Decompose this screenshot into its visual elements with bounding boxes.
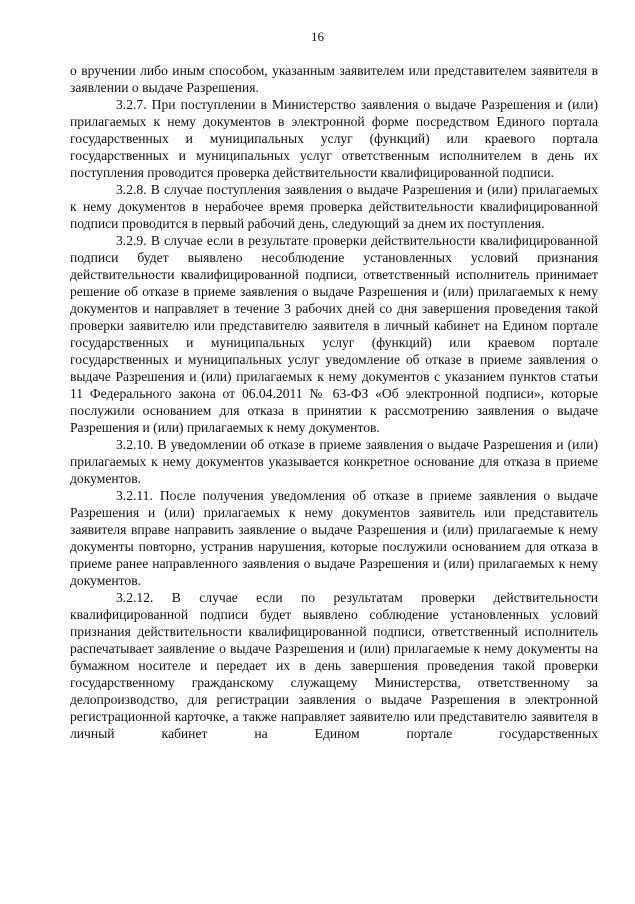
paragraph-3-2-9: 3.2.9. В случае если в результате проверки действительности квалифицированной подписи будет выявлено несоблюдение установленных условий признания действительности квалифицированной подписи, ответственный исполнитель принимает решение об отказе в приеме заявления о выдаче Разрешения и (или) прилагаемых к нему документов и направляет в течение 3 рабочих дней со дня завершения проведения такой проверки заявителю или представителю заявителя в личный кабинет на Едином портале государственных и муниципальных услуг (функций) или краевом портале государственных и муниципальных услуг уведомление об отказе в приеме заявления о выдаче Разрешения и (или) прилагаемых к нему документов с указанием пунктов статьи 11 Федерального закона от 06.04.2011 № 63-ФЗ «Об электронной подписи», которые послужили основанием для отказа в принятии к рассмотрению заявления о выдаче Разрешения и (или) прилагаемых к нему документов. [70, 233, 598, 435]
paragraph-3-2-11: 3.2.11. После получения уведомления об отказе в приеме заявления о выдаче Разрешения и (или) прилагаемых к нему документов заявитель или представитель заявителя вправе направить заявление о выдаче Разрешения и (или) прилагаемые к нему документы повторно, устранив нарушения, которые послужили основанием для отказа в приеме ранее направленного заявления о выдаче Разрешения и (или) прилагаемых к нему документов. [70, 488, 598, 588]
paragraph-continuation: о вручении либо иным способом, указанным заявителем или представителем заявителя в заявлении о выдаче Разрешения. [70, 63, 598, 95]
page-number: 16 [311, 29, 324, 44]
paragraph-3-2-7: 3.2.7. При поступлении в Министерство заявления о выдаче Разрешения и (или) прилагаемых к нему документов в электронной форме посредством Единого портала государственных и муниципальных услуг (функций) или краевого портала государственных и муниципальных услуг ответственным исполнителем в день их поступления проводится проверка действительности квалифицированной подписи. [70, 97, 598, 180]
paragraph-3-2-12: 3.2.12. В случае если по результатам проверки действительности квалифицированной подписи будет выявлено соблюдение установленных условий признания действительности квалифицированной подписи, ответственный исполнитель распечатывает заявление о выдаче Разрешения и (или) прилагаемые к нему документы на бумажном носителе и передает их в день завершения проведения такой проверки государственному гражданскому служащему Министерства, ответственному за делопроизводство, для регистрации заявления о выдаче Разрешения в электронной регистрационной карточке, а также направляет заявителю или представителю заявителя в личный кабинет на Едином портале государственных [70, 590, 598, 741]
paragraph-3-2-10: 3.2.10. В уведомлении об отказе в приеме заявления о выдаче Разрешения и (или) прилагаемых к нему документов указывается конкретное основание для отказа в приеме документов. [70, 437, 598, 486]
document-body [70, 62, 598, 742]
paragraph-3-2-8: 3.2.8. В случае поступления заявления о выдаче Разрешения и (или) прилагаемых к нему документов в нерабочее время проверка действительности квалифицированной подписи проводится в первый рабочий день, следующий за днем их поступления. [70, 182, 598, 231]
